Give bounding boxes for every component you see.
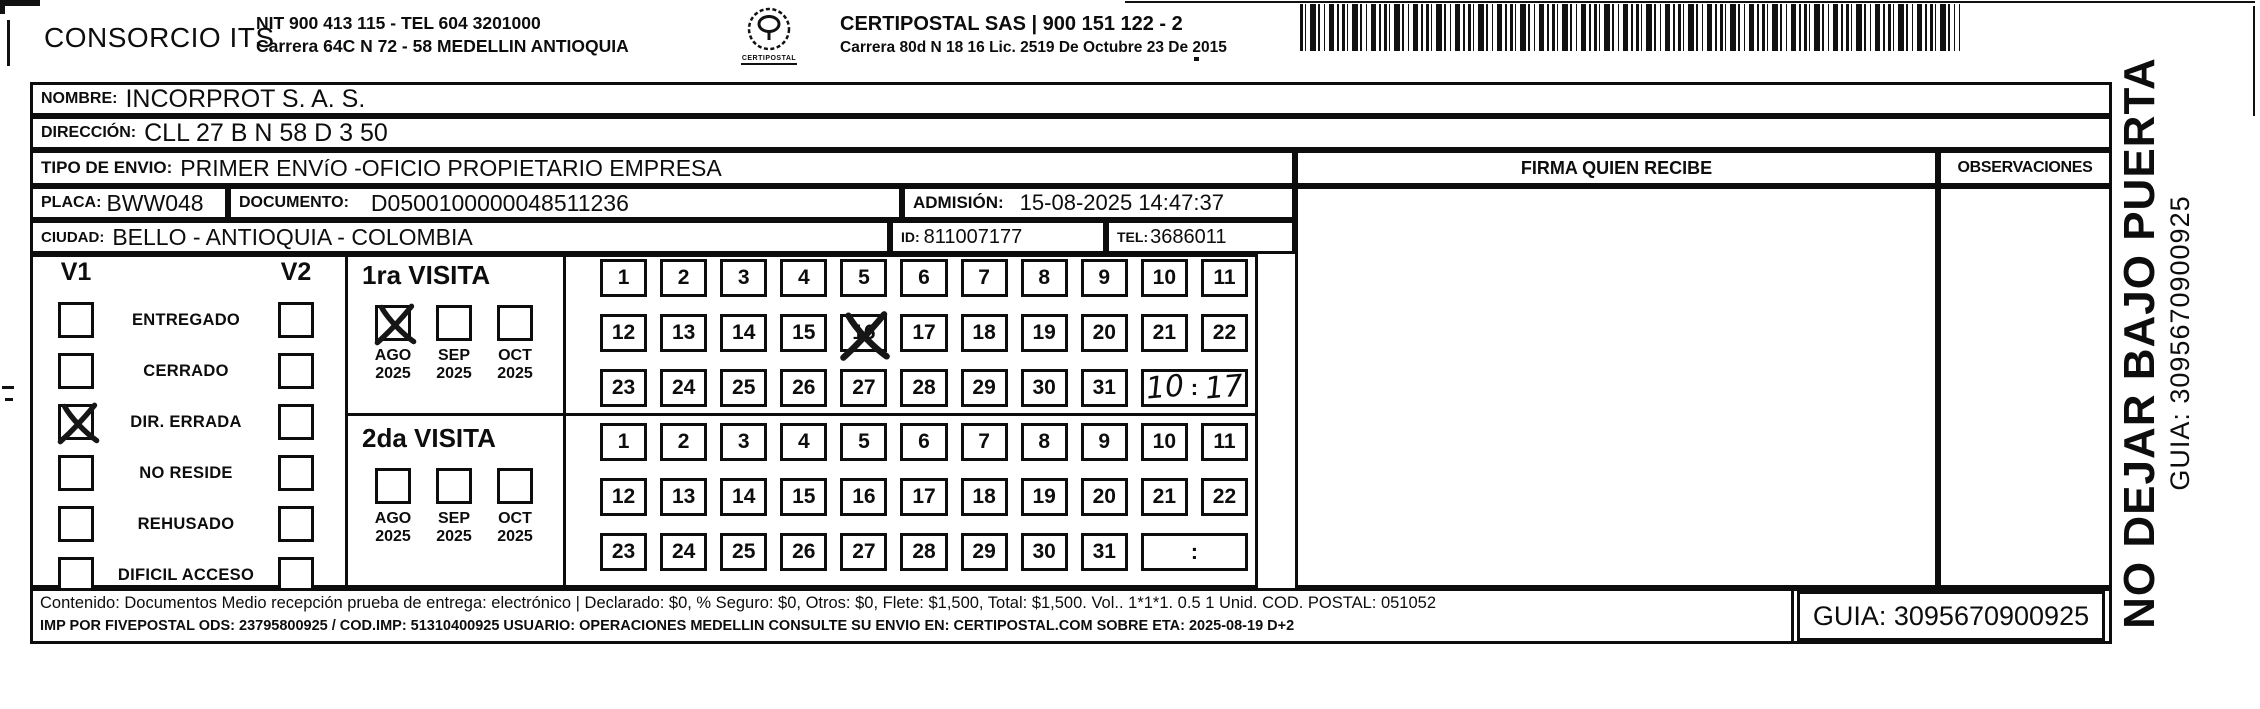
day-cell: 18	[961, 478, 1008, 516]
day-cell: 11	[1201, 423, 1248, 461]
day-cell: 16	[840, 314, 887, 352]
month-name: OCT	[498, 347, 532, 364]
day-cell: 19	[1021, 314, 1068, 352]
month-name: AGO	[374, 347, 412, 364]
observaciones-header	[1938, 150, 2112, 186]
visit-title: 2da VISITA	[362, 423, 496, 453]
placa-cell	[30, 186, 228, 220]
status-checkbox-v2	[278, 353, 314, 389]
nombre-row	[30, 82, 2112, 116]
documento-label: DOCUMENTO:	[239, 194, 349, 211]
handwritten-time-minute: 17	[1203, 368, 1245, 407]
day-cell: 2	[660, 423, 707, 461]
sender-company-name: CONSORCIO ITS	[44, 22, 275, 53]
time-separator: :	[1190, 539, 1199, 564]
day-cell: 20	[1081, 478, 1128, 516]
month-year: 2025	[497, 365, 533, 382]
sender-address: Carrera 64C N 72 - 58 MEDELLIN ANTIOQUIA	[256, 36, 629, 56]
operator-address: Carrera 80d N 18 16 Lic. 2519 De Octubre 23 De 2015	[840, 39, 1227, 56]
day-cell: 28	[900, 533, 947, 571]
scan-artifact	[2, 386, 14, 389]
guia-box	[1797, 591, 2105, 641]
imp-line: IMP POR FIVEPOSTAL ODS: 23795800925 / COD.IMP: 51310400925 USUARIO: OPERACIONES MEDELLIN CONSULTE SU ENVIO EN: CERTIPOSTAL.COM SOBRE ETA: 2025-08-19 D+2	[40, 618, 1295, 634]
day-cell: 22	[1201, 478, 1248, 516]
day-cell: 3	[720, 423, 767, 461]
day-cell: 17	[900, 314, 947, 352]
status-headers	[33, 256, 342, 287]
day-cell: 15	[780, 314, 827, 352]
day-cell: 3	[720, 259, 767, 297]
month-year: 2025	[497, 528, 533, 545]
tel-cell	[1106, 220, 1295, 254]
day-cell: 1	[600, 259, 647, 297]
status-row	[33, 506, 342, 542]
direccion-label: DIRECCIÓN:	[41, 124, 137, 141]
day-cell: 6	[900, 259, 947, 297]
day-cell: 6	[900, 423, 947, 461]
scan-artifact	[0, 0, 5, 14]
status-checkbox-v2	[278, 302, 314, 338]
status-label: DIFICIL ACCESO	[117, 565, 255, 584]
operator-name: CERTIPOSTAL SAS | 900 151 122 - 2	[840, 13, 1183, 35]
scan-artifact	[7, 20, 10, 66]
month-option	[486, 305, 544, 383]
month-option	[364, 305, 422, 383]
day-cell: 19	[1021, 478, 1068, 516]
nombre-label: NOMBRE:	[41, 90, 118, 107]
scan-artifact	[5, 398, 13, 401]
status-checkbox-v1	[58, 455, 94, 491]
scan-artifact	[0, 0, 40, 6]
v2-header: V2	[280, 258, 312, 286]
day-cell: 20	[1081, 314, 1128, 352]
day-cell: 15	[780, 478, 827, 516]
status-row	[33, 455, 342, 491]
delivery-status-column	[33, 256, 342, 593]
day-cell: 24	[660, 369, 707, 407]
day-cell: 21	[1141, 478, 1188, 516]
id-value: 811007177	[923, 225, 1023, 248]
scan-artifact	[2253, 6, 2255, 116]
day-cell: 31	[1081, 369, 1128, 407]
month-name: OCT	[498, 510, 532, 527]
month-checkbox	[375, 468, 411, 504]
status-checkbox-v2	[278, 455, 314, 491]
day-cell: 26	[780, 369, 827, 407]
admision-value: 15-08-2025 14:47:37	[1019, 190, 1224, 215]
month-checkbox	[497, 468, 533, 504]
status-checkbox-v2	[278, 404, 314, 440]
day-cell: 12	[600, 478, 647, 516]
day-cell: 23	[600, 533, 647, 571]
tel-value: 3686011	[1150, 225, 1227, 248]
certipostal-seal-icon	[746, 6, 792, 52]
visit2-month-checkboxes	[348, 468, 560, 546]
documento-cell	[228, 186, 902, 220]
logo-caption: CERTIPOSTAL	[741, 55, 797, 62]
day-cell: 12	[600, 314, 647, 352]
day-cell: 22	[1201, 314, 1248, 352]
day-cell: 7	[961, 423, 1008, 461]
visit2-months-box	[348, 413, 560, 585]
day-cell: 9	[1081, 423, 1128, 461]
status-checkbox-v2	[278, 506, 314, 542]
certipostal-logo	[726, 6, 812, 65]
months-divider	[563, 254, 566, 588]
day-cell: 18	[961, 314, 1008, 352]
ciudad-cell	[30, 220, 890, 254]
status-label: NO RESIDE	[139, 463, 233, 482]
handwritten-x-mark	[372, 301, 419, 348]
month-name: SEP	[437, 510, 470, 527]
day-cell: 4	[780, 259, 827, 297]
day-cell: 14	[720, 314, 767, 352]
day-cell: 21	[1141, 314, 1188, 352]
month-name: AGO	[374, 510, 412, 527]
admision-cell	[902, 186, 1295, 220]
day-cell: 25	[720, 369, 767, 407]
time-cell	[1141, 369, 1248, 407]
status-checkbox-v1	[58, 506, 94, 542]
day-cell: 24	[660, 533, 707, 571]
month-checkbox	[497, 305, 533, 341]
signature-area	[1295, 186, 1938, 588]
status-row	[33, 404, 342, 440]
day-cell: 2	[660, 259, 707, 297]
month-name: SEP	[437, 347, 470, 364]
status-row	[33, 302, 342, 338]
day-cell: 17	[900, 478, 947, 516]
tel-label: TEL:	[1117, 229, 1149, 245]
tipo-envio-label: TIPO DE ENVIO:	[41, 158, 173, 177]
month-option	[364, 468, 422, 546]
day-cell: 14	[720, 478, 767, 516]
side-warning-panel	[2117, 43, 2203, 643]
direccion-row	[30, 116, 2112, 150]
day-cell: 16	[840, 478, 887, 516]
visit-title: 1ra VISITA	[362, 260, 491, 290]
status-checkbox-v1	[58, 404, 94, 440]
observaciones-header-label: OBSERVACIONES	[1957, 159, 2093, 176]
day-cell: 5	[840, 259, 887, 297]
direccion-value: CLL 27 B N 58 D 3 50	[144, 118, 388, 147]
id-cell	[890, 220, 1106, 254]
documento-value: D0500100000048511236	[370, 189, 629, 216]
ciudad-label: CIUDAD:	[41, 228, 105, 246]
day-cell: 31	[1081, 533, 1128, 571]
side-warning-text: NO DEJAR BAJO PUERTA	[2115, 57, 2164, 629]
day-cell: 27	[840, 533, 887, 571]
firma-header	[1295, 150, 1938, 186]
ciudad-value: BELLO - ANTIOQUIA - COLOMBIA	[112, 223, 473, 250]
day-cell: 26	[780, 533, 827, 571]
id-label: ID:	[901, 229, 920, 245]
status-row	[33, 353, 342, 389]
tipo-envio-value: PRIMER ENVíO -OFICIO PROPIETARIO EMPRESA	[180, 154, 722, 181]
month-checkbox	[436, 305, 472, 341]
tipo-envio-row	[30, 150, 1295, 186]
scan-artifact	[1125, 1, 2255, 3]
day-cell: 29	[961, 533, 1008, 571]
month-option	[486, 468, 544, 546]
day-cell: 30	[1021, 533, 1068, 571]
status-label: ENTREGADO	[131, 310, 241, 329]
day-cell: 23	[600, 369, 647, 407]
guia-number: GUIA: 3095670900925	[1812, 600, 2090, 631]
visit1-calendar	[600, 259, 1248, 407]
contenido-line: Contenido: Documentos Medio recepción prueba de entrega: electrónico | Declarado: $0, % Seguro: $0, Otros: $0, Flete: $1,500, Total: $1,500. Vol.. 1*1*1. 0.5 1 Unid. COD. POSTAL: 051052	[40, 594, 1437, 612]
status-label: DIR. ERRADA	[130, 412, 242, 431]
month-year: 2025	[436, 365, 472, 382]
day-cell: 13	[660, 478, 707, 516]
time-separator: :	[1190, 375, 1199, 400]
month-year: 2025	[436, 528, 472, 545]
month-year: 2025	[375, 365, 411, 382]
sender-nit-tel: NIT 900 413 115 - TEL 604 3201000	[256, 13, 541, 33]
status-options	[33, 302, 342, 593]
month-year: 2025	[375, 528, 411, 545]
firma-header-label: FIRMA QUIEN RECIBE	[1520, 157, 1713, 178]
day-cell: 8	[1021, 259, 1068, 297]
month-option	[425, 305, 483, 383]
month-option	[425, 468, 483, 546]
guia-divider	[1791, 588, 1794, 644]
day-cell: 4	[780, 423, 827, 461]
day-cell: 10	[1141, 423, 1188, 461]
day-cell: 11	[1201, 259, 1248, 297]
nombre-value: INCORPROT S. A. S.	[125, 84, 366, 113]
logo-underline	[741, 63, 797, 65]
handwritten-x-mark	[55, 400, 102, 447]
placa-label: PLACA:	[41, 194, 102, 211]
v1-header: V1	[60, 258, 92, 286]
time-cell	[1141, 533, 1248, 571]
day-cell: 13	[660, 314, 707, 352]
side-guia-number: GUIA: 3095670900925	[2165, 195, 2196, 491]
visit1-month-checkboxes	[348, 305, 560, 383]
status-label: REHUSADO	[137, 514, 235, 533]
day-cell: 29	[961, 369, 1008, 407]
handwritten-x-mark	[837, 308, 893, 364]
day-cell: 1	[600, 423, 647, 461]
day-cell: 10	[1141, 259, 1188, 297]
admision-label: ADMISIÓN:	[913, 193, 1004, 212]
day-cell: 25	[720, 533, 767, 571]
placa-value: BWW048	[106, 189, 204, 216]
day-cell: 8	[1021, 423, 1068, 461]
status-checkbox-v1	[58, 302, 94, 338]
observaciones-area	[1938, 186, 2112, 588]
day-cell: 9	[1081, 259, 1128, 297]
day-cell: 5	[840, 423, 887, 461]
day-cell: 27	[840, 369, 887, 407]
visit2-calendar	[600, 423, 1248, 571]
handwritten-time-hour: 10	[1144, 368, 1186, 407]
visit1-months-box	[348, 254, 560, 413]
month-checkbox	[375, 305, 411, 341]
month-checkbox	[436, 468, 472, 504]
tracking-barcode	[1300, 4, 1960, 51]
day-cell: 7	[961, 259, 1008, 297]
day-cell: 30	[1021, 369, 1068, 407]
day-cell: 28	[900, 369, 947, 407]
status-label: CERRADO	[143, 361, 229, 380]
status-checkbox-v1	[58, 353, 94, 389]
